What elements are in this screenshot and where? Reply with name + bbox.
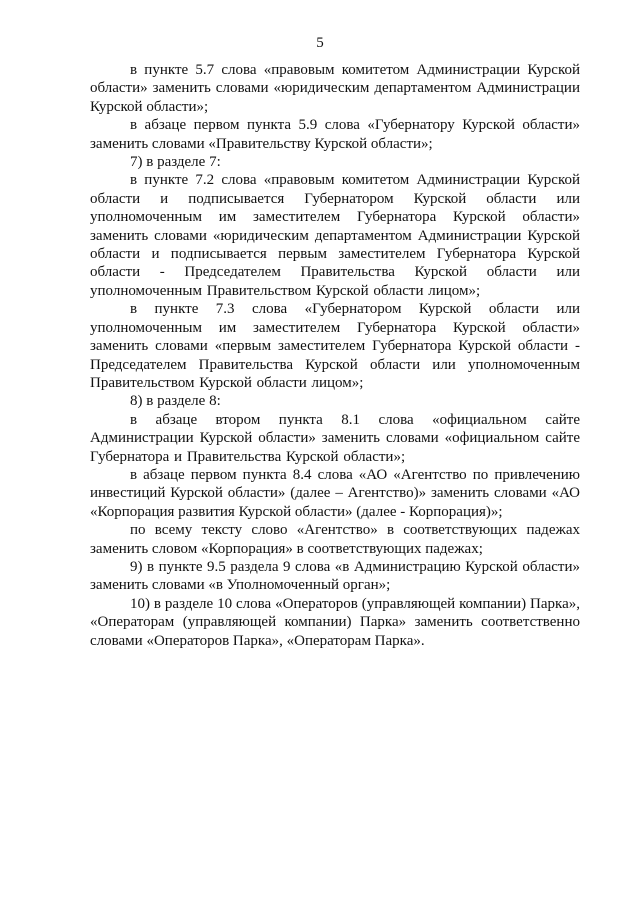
paragraph-5-9-amendment: в абзаце первом пункта 5.9 слова «Губернатору Курской области» заменить словами «Правительству Курской области»; [90, 117, 580, 152]
document-body [90, 61, 580, 650]
section-7-heading: 7) в разделе 7: [130, 154, 221, 171]
paragraph-5-7-amendment: в пункте 5.7 слова «правовым комитетом Администрации Курской области» заменить словами «юридическим департаментом Администрации Курской области»; [90, 62, 580, 115]
section-8-heading: 8) в разделе 8: [130, 393, 221, 410]
paragraph-9-5-amendment: 9) в пункте 9.5 раздела 9 слова «в Администрацию Курской области» заменить словами «в Уполномоченный орган»; [90, 558, 580, 594]
paragraph-7-2-amendment: в пункте 7.2 слова «правовым комитетом Администрации Курской области и подписывается Губернатором Курской области или уполномоченным им заместителем Губернатора Курской области» заменить словами «юридическим департаментом Администрации Курской области и подписывается первым заместителем Губернатора Курской области - Председателем Правительства Курской области или уполномоченным Правительством Курской области лицом»; [90, 172, 580, 299]
paragraph-7-3-amendment: в пункте 7.3 слова «Губернатором Курской области или уполномоченным им заместителем Губернатора Курской области» заменить словами «первым заместителем Губернатора Курской области - Председателем Правительства Курской области или уполномоченным Правительством Курской области лицом»; [90, 301, 580, 391]
page-number: 5 [316, 35, 324, 51]
paragraph-agency-replacement: по всему тексту слово «Агентство» в соответствующих падежах заменить словом «Корпорация» в соответствующих падежах; [90, 522, 580, 557]
paragraph-8-1-amendment: в абзаце втором пункта 8.1 слова «официальном сайте Администрации Курской области» заменить словами «официальном сайте Губернатора и Правительства Курской области»; [90, 411, 580, 465]
paragraph-8-4-amendment: в абзаце первом пункта 8.4 слова «АО «Агентство по привлечению инвестиций Курской области» (далее – Агентство)» заменить словами «АО «Корпорация развития Курской области» (далее - Корпорация)»; [90, 466, 580, 520]
paragraph-section-10-amendment: 10) в разделе 10 слова «Операторов (управляющей компании) Парка», «Операторам (управляющей компании) Парка» заменить соответственно словами «Операторов Парка», «Операторам Парка». [90, 595, 580, 649]
